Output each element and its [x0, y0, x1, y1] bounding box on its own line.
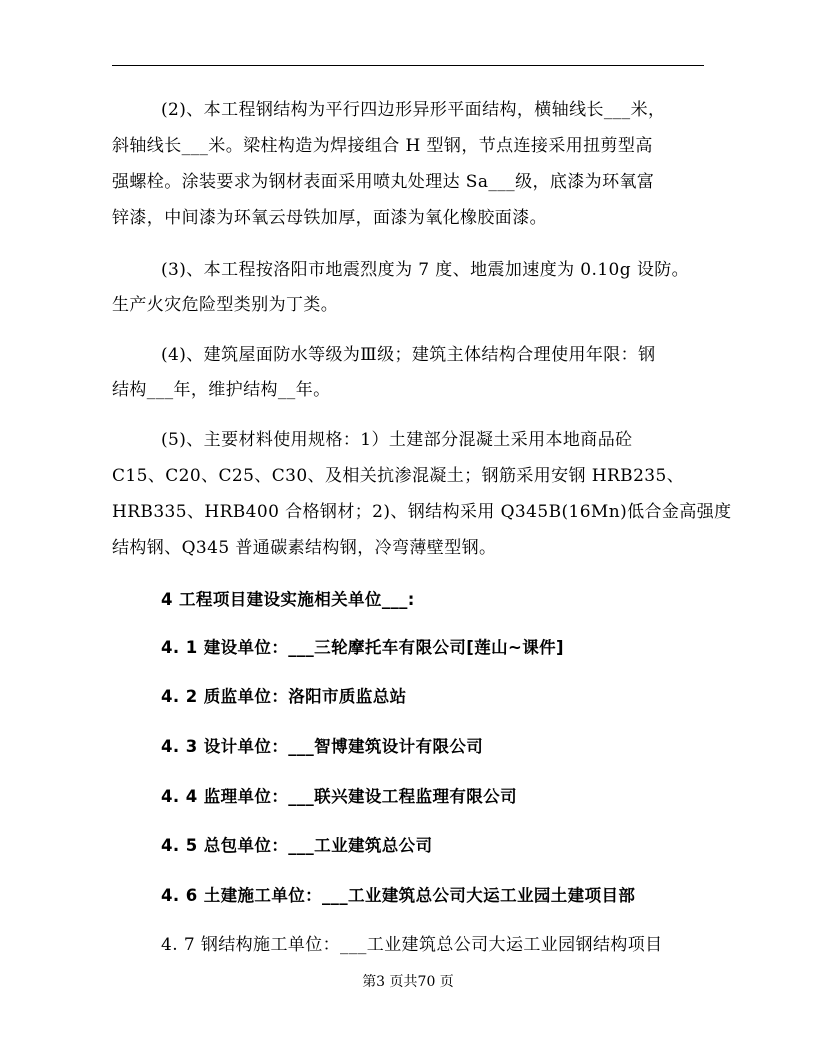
paragraph-2-line-2: 斜轴线长___米。梁柱构造为焊接组合 H 型钢，节点连接采用扭剪型高 [112, 136, 653, 156]
paragraph-5-line-4: 结构钢、Q345 普通碳素结构钢，冷弯薄壁型钢。 [112, 538, 497, 558]
unit-item-construction: 4. 1 建设单位：___三轮摩托车有限公司[莲山~课件] [161, 638, 564, 657]
paragraph-3-line-2: 生产火灾危险型类别为丁类。 [112, 295, 339, 315]
header-rule [112, 65, 704, 66]
paragraph-4-line-2: 结构___年，维护结构__年。 [112, 380, 331, 400]
unit-item-civil-construction: 4. 6 土建施工单位：___工业建筑总公司大运工业园土建项目部 [161, 886, 636, 905]
section-4-heading: 4 工程项目建设实施相关单位___: [161, 590, 415, 609]
unit-item-quality-supervision: 4. 2 质监单位：洛阳市质监总站 [161, 687, 407, 706]
paragraph-5-line-2: C15、C20、C25、C30、及相关抗渗混凝土；钢筋采用安钢 HRB235、 [112, 466, 685, 486]
paragraph-2-line-3: 强螺栓。涂装要求为钢材表面采用喷丸处理达 Sa___级，底漆为环氧富 [112, 172, 655, 192]
paragraph-4-line-1: (4)、建筑屋面防水等级为Ⅲ级；建筑主体结构合理使用年限：钢 [161, 345, 656, 365]
unit-item-general-contractor: 4. 5 总包单位：___工业建筑总公司 [161, 836, 433, 855]
unit-item-steel-construction: 4. 7 钢结构施工单位：___工业建筑总公司大运工业园钢结构项目 [161, 935, 663, 955]
page-number-footer: 第3 页共70 页 [362, 974, 454, 990]
paragraph-5-line-1: (5)、主要材料使用规格：1）土建部分混凝土采用本地商品砼 [161, 430, 633, 450]
unit-item-supervision: 4. 4 监理单位：___联兴建设工程监理有限公司 [161, 787, 517, 806]
paragraph-2-line-1: (2)、本工程钢结构为平行四边形异形平面结构，横轴线长___米， [161, 100, 666, 120]
paragraph-5-line-3: HRB335、HRB400 合格钢材；2)、钢结构采用 Q345B(16Mn)低合金高强度 [112, 502, 732, 522]
paragraph-2-line-4: 锌漆，中间漆为环氧云母铁加厚，面漆为氧化橡胶面漆。 [112, 208, 547, 228]
unit-item-design: 4. 3 设计单位：___智博建筑设计有限公司 [161, 737, 484, 756]
paragraph-3-line-1: (3)、本工程按洛阳市地震烈度为 7 度、地震加速度为 0.10g 设防。 [161, 260, 690, 280]
